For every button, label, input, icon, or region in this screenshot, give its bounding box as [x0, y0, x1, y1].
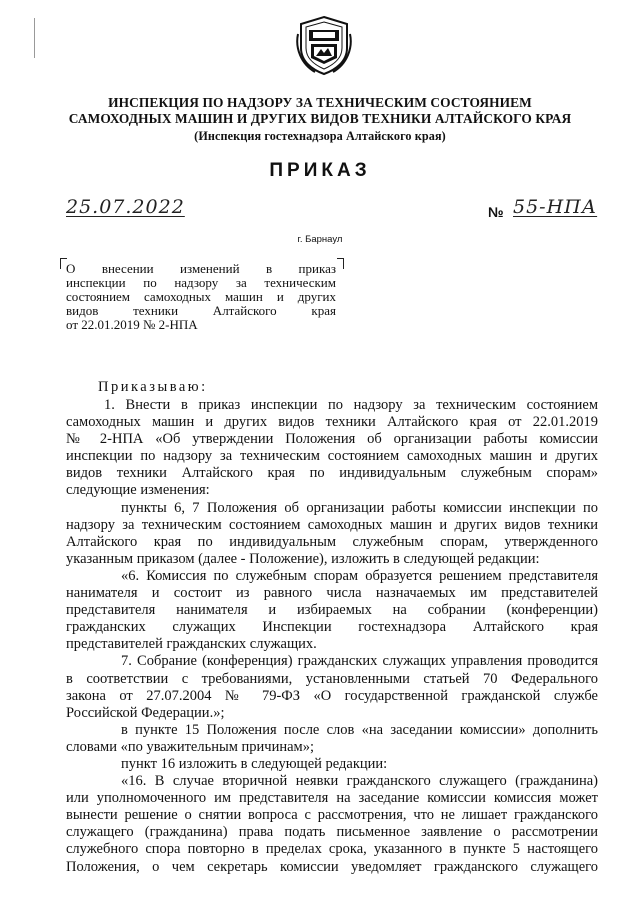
body-line: пункты 6, 7 Положения об организации работы комиссии инспекции по	[121, 499, 598, 516]
order-directive: Приказываю:	[98, 379, 208, 395]
body-line: инспекции по надзору за техническим состоянием самоходных машин и других	[66, 448, 598, 465]
order-number: 55-НПА	[513, 196, 598, 218]
body-line: служебного спора повторно в пределах срока, указанного в пункте 5 настоящего	[66, 841, 598, 858]
order-date: 25.07.2022	[66, 196, 185, 218]
subject-line: О внесении изменений в приказ	[66, 261, 336, 276]
body-line: представителя нанимателя и избираемых на собрании (конференции)	[66, 602, 598, 619]
issue-city: г. Барнаул	[297, 234, 343, 245]
body-line: 1. Внести в приказ инспекции по надзору за техническим состоянием	[104, 397, 598, 413]
body-line: видов техники Алтайского края по индивидуальным служебным спорам»	[66, 465, 598, 482]
order-subject	[66, 262, 336, 332]
body-line: вынести решение о снятии вопроса с рассмотрения, что не лишает гражданского	[66, 807, 598, 824]
margin-mark	[34, 18, 35, 58]
body-line: «6. Комиссия по служебным спорам образуется решением представителя	[121, 567, 598, 584]
body-line: служащего (гражданина) права подать письменное заявление о рассмотрении	[66, 824, 598, 841]
body-line: пункт 16 изложить в следующей редакции:	[121, 755, 388, 772]
body-line: самоходных машин и других видов техники Алтайского края от 22.01.2019	[66, 414, 598, 431]
body-line: в соответствии с требованиями, установленными статьей 70 Федерального	[66, 670, 598, 687]
body-line: нанимателя и состоит из равного числа назначаемых им представителей	[66, 585, 598, 602]
body-line: представителей гражданских служащих.	[66, 636, 317, 653]
body-line: словами «по уважительным причинам»;	[66, 738, 314, 755]
organization-short-name: (Инспекция гостехнадзора Алтайского края)	[194, 129, 446, 143]
body-line: следующие изменения:	[66, 482, 210, 499]
subject-line: состоянием самоходных машин и других	[66, 289, 336, 304]
body-line: Российской Федерации.»;	[66, 704, 225, 721]
coat-of-arms-emblem	[295, 14, 353, 76]
subject-bracket-right	[337, 258, 344, 269]
body-line: надзору за техническим состоянием самоходных машин и других видов техники	[66, 516, 598, 533]
order-body	[66, 397, 598, 876]
body-line: Положения, о чем секретарь комиссии уведомляет гражданского служащего	[66, 858, 598, 875]
body-line: гражданских служащих Инспекции гостехнадзора Алтайского края	[66, 619, 598, 636]
body-line: Алтайского края по индивидуальным служебным спорам, утвержденного	[66, 533, 598, 550]
organization-name-line2: САМОХОДНЫХ МАШИН И ДРУГИХ ВИДОВ ТЕХНИКИ АЛТАЙСКОГО КРАЯ	[68, 111, 572, 126]
organization-name-line1: ИНСПЕКЦИЯ ПО НАДЗОРУ ЗА ТЕХНИЧЕСКИМ СОСТОЯНИЕМ	[108, 95, 532, 110]
body-line: 7. Собрание (конференция) гражданских служащих управления проводится	[121, 653, 598, 670]
body-line: или уполномоченного им представителя на заседание комиссии комиссия может	[66, 790, 598, 807]
body-line: № 2-НПА «Об утверждении Положения об организации работы комиссии	[66, 431, 598, 448]
document-title: ПРИКАЗ	[269, 160, 371, 181]
body-line: в пункте 15 Положения после слов «на заседании комиссии» дополнить	[121, 721, 598, 738]
body-line: закона от 27.07.2004 № 79-ФЗ «О государственной гражданской службе	[66, 687, 598, 704]
body-line: «16. В случае вторичной неявки гражданского служащего (гражданина)	[121, 773, 598, 790]
subject-line: видов техники Алтайского края	[66, 303, 336, 318]
subject-line: инспекции по надзору за техническим	[66, 275, 336, 290]
body-line: указанным приказом (далее - Положение), изложить в следующей редакции:	[66, 550, 540, 567]
order-number-label: №	[488, 204, 504, 220]
subject-line: от 22.01.2019 № 2-НПА	[66, 317, 198, 332]
